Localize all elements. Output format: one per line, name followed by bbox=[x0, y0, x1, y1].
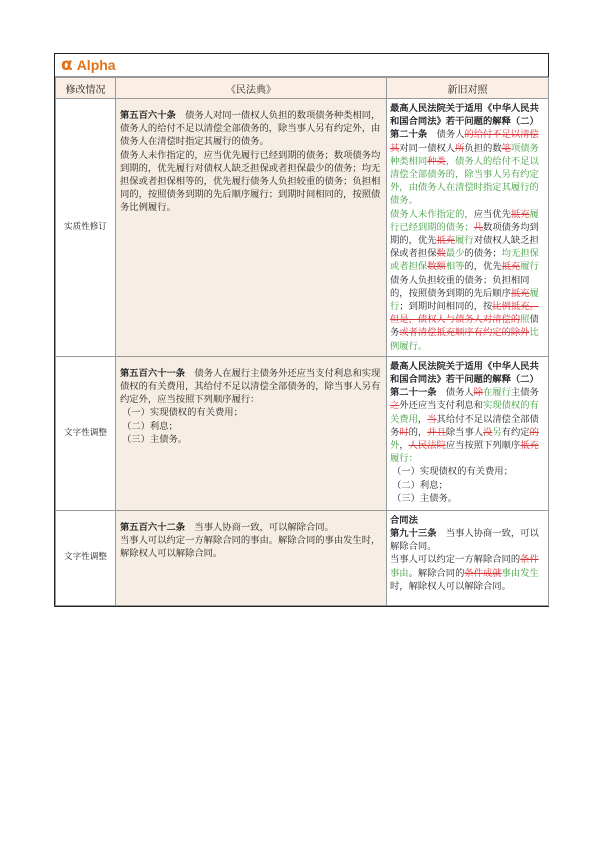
inserted-text: 均无担保或者担保 bbox=[390, 248, 539, 273]
header-comparison: 新旧对照 bbox=[387, 78, 549, 99]
inserted-text: 在履行 bbox=[483, 387, 511, 399]
deleted-text: 种类 bbox=[427, 155, 446, 167]
unchanged-text: ；到期时间相同的，按 bbox=[399, 301, 493, 313]
revised-paragraph bbox=[390, 208, 545, 353]
table-header-row bbox=[56, 78, 549, 99]
list-item: （二）利息； bbox=[392, 479, 448, 491]
unchanged-text: 债务人 bbox=[436, 387, 474, 399]
old-paragraph-text: 债务人未作指定的，应当优先履行已经到期的债务；数项债务均到期的，优先履行对债权人缺乏担保或者担保最少的债务；均无担保或者担保相等的，优先履行债务人负担较重的债务；负担相同的，按照债务到期的先后顺序履行；到期时间相同的，按照债务比例履行。 bbox=[120, 149, 381, 214]
unchanged-text: 外还应当支付利息和 bbox=[399, 400, 483, 412]
deleted-text: 抵充 bbox=[520, 440, 539, 452]
deleted-text: 并且 bbox=[427, 426, 446, 438]
inserted-text: 事由 bbox=[390, 567, 409, 579]
civil-code-text bbox=[116, 99, 387, 357]
new-article-number: 第二十一条 bbox=[390, 387, 437, 399]
unchanged-text: 的，优先 bbox=[464, 261, 502, 273]
unchanged-text: 其给付不足以清偿全部债务 bbox=[390, 413, 539, 438]
unchanged-text: 债务 bbox=[390, 314, 539, 339]
deleted-text: 抵充 bbox=[436, 235, 456, 247]
inserted-text: 另 bbox=[492, 426, 502, 438]
unchanged-text: 有约定 bbox=[501, 426, 530, 438]
header-change-type: 修改情况 bbox=[56, 78, 116, 99]
list-item: （一）实现债权的有关费用； bbox=[122, 407, 243, 419]
old-paragraph bbox=[120, 109, 382, 149]
inserted-text: ，债务人的给付不足以清偿全部债务的，除当事人另有约定外，由债务人在清偿时指定其履行的债务。 bbox=[390, 155, 539, 207]
list-item: （二）利息； bbox=[122, 420, 178, 432]
unchanged-text: ， bbox=[417, 413, 428, 425]
unchanged-text: 债务人负担较重的债务；负担相同的，按照债务到期的先后顺序 bbox=[390, 274, 530, 299]
unchanged-text: 。解除合同的 bbox=[408, 567, 465, 579]
deleted-text: 人民法院 bbox=[408, 440, 446, 452]
old-article-number: 第五百六十条 bbox=[120, 110, 176, 121]
unchanged-text: 负担的数 bbox=[464, 142, 502, 154]
source-title: 最高人民法院关于适用《中华人民共和国合同法》若干问题的解释（二） bbox=[390, 103, 539, 128]
old-article-number: 第五百六十一条 bbox=[120, 367, 186, 379]
revised-paragraph bbox=[390, 553, 545, 593]
unchanged-text: 应当按照下列顺序 bbox=[445, 440, 521, 452]
inserted-text: 外 bbox=[390, 440, 400, 452]
inserted-text: 照 bbox=[520, 314, 530, 326]
table-row bbox=[56, 510, 549, 605]
deleted-text: 所 bbox=[455, 142, 465, 154]
inserted-text: 最少 bbox=[445, 248, 465, 260]
deleted-text: 抵充 bbox=[501, 261, 521, 273]
unchanged-text: 债务人 bbox=[427, 129, 465, 141]
table-row bbox=[56, 356, 549, 510]
inserted-text: 履行： bbox=[390, 453, 418, 465]
deleted-text: 比例 bbox=[492, 301, 511, 313]
revised-paragraph bbox=[390, 128, 545, 207]
new-article-number: 第九十三条 bbox=[390, 528, 437, 540]
new-old-comparison-text bbox=[387, 510, 549, 605]
deleted-text: 几 bbox=[473, 221, 484, 233]
inserted-text: 履行 bbox=[455, 235, 474, 247]
inserted-text: 事由发生 bbox=[501, 567, 539, 579]
inserted-text: 债务人未作指定的， bbox=[390, 208, 474, 220]
deleted-text: 笔 bbox=[501, 142, 511, 154]
old-paragraph-text: 债务人对同一债权人负担的数项债务种类相同，债务人的给付不足以清偿全部债务的，除当事人另有约定外，由债务人在清偿时指定其履行的债务。 bbox=[120, 110, 381, 148]
unchanged-text: 主债务 bbox=[510, 387, 539, 399]
old-paragraph bbox=[120, 521, 382, 534]
new-old-comparison-text bbox=[387, 356, 549, 510]
unchanged-text: 除当事人 bbox=[445, 426, 484, 438]
deleted-text: 数 bbox=[436, 248, 446, 260]
inserted-text: 项债务种类相同 bbox=[390, 142, 539, 167]
old-article-number: 第五百六十二条 bbox=[120, 521, 186, 533]
list-item: （三）主债务。 bbox=[392, 492, 458, 504]
new-old-comparison-text bbox=[387, 99, 549, 357]
deleted-text: 条件成就 bbox=[464, 567, 502, 579]
unchanged-text: 对同一债权人 bbox=[399, 142, 456, 154]
unchanged-text: 的债务； bbox=[464, 248, 502, 260]
deleted-text: 之 bbox=[390, 400, 400, 412]
deleted-text: 数额 bbox=[427, 261, 446, 273]
deleted-text: 没 bbox=[483, 426, 493, 438]
deleted-text: 抵充。但是，债权人与债务人对清偿的 bbox=[390, 301, 539, 326]
inserted-text: 相等 bbox=[445, 261, 465, 273]
revised-paragraph bbox=[390, 527, 545, 553]
deleted-text: 抵充 bbox=[510, 208, 530, 220]
inserted-text: 履行 bbox=[390, 287, 539, 313]
comparison-table bbox=[55, 77, 549, 606]
source-title: 合同法 bbox=[390, 514, 418, 526]
unchanged-text: 对债权人缺乏担保或者担保 bbox=[390, 235, 539, 260]
unchanged-text: 当事人协商一致，可以解除合同。 bbox=[390, 528, 539, 553]
unchanged-text: 时，解除权人可以解除合同。 bbox=[390, 580, 511, 592]
old-paragraph bbox=[120, 367, 382, 407]
comparison-document bbox=[54, 53, 549, 607]
old-paragraph-text: 债务人在履行主债务外还应当支付利息和实现债权的有关费用，其给付不足以清偿全部债务的，除当事人另有约定外，应当按照下列顺序履行： bbox=[120, 367, 381, 406]
inserted-text: 已经到期的债务； bbox=[399, 221, 474, 233]
civil-code-text bbox=[116, 356, 387, 510]
deleted-text: 条件 bbox=[520, 554, 539, 566]
change-category: 实质性修订 bbox=[56, 99, 116, 357]
source-title: 最高人民法院关于适用《中华人民共和国合同法》若干问题的解释（二） bbox=[390, 360, 539, 386]
civil-code-text bbox=[116, 510, 387, 605]
deleted-text: 抵充 bbox=[510, 287, 530, 299]
unchanged-text: 当事人可以约定一方解除合同的 bbox=[390, 554, 521, 566]
revised-paragraph bbox=[390, 386, 545, 465]
deleted-text: 时 bbox=[399, 426, 409, 438]
inserted-text: 履行 bbox=[390, 208, 539, 233]
unchanged-text: 应当优先 bbox=[473, 208, 511, 220]
deleted-text: 的给付不足以清偿其 bbox=[390, 129, 539, 154]
table-row bbox=[56, 99, 549, 357]
brand-header bbox=[55, 54, 548, 77]
brand-name: Alpha bbox=[76, 57, 116, 73]
list-item: （一）实现债权的有关费用； bbox=[392, 466, 513, 478]
unchanged-text: 数项债务均到期的，优先 bbox=[390, 221, 539, 247]
deleted-text: 或者清偿抵充顺序有约定的除外 bbox=[399, 327, 530, 339]
header-civil-code: 《民法典》 bbox=[116, 78, 387, 99]
change-category: 文字性调整 bbox=[56, 510, 116, 605]
deleted-text: 的 bbox=[529, 426, 539, 438]
old-paragraph-text: 当事人协商一致，可以解除合同。 bbox=[194, 521, 334, 533]
unchanged-text: ， bbox=[399, 440, 409, 452]
alpha-logo-icon: α bbox=[61, 54, 73, 75]
change-category: 文字性调整 bbox=[56, 356, 116, 510]
deleted-text: 当 bbox=[427, 413, 437, 425]
unchanged-text: 的， bbox=[408, 426, 428, 438]
inserted-text: 履行 bbox=[520, 261, 539, 273]
new-article-number: 第二十条 bbox=[390, 129, 428, 141]
list-item: （三）主债务。 bbox=[122, 433, 188, 445]
old-paragraph-text: 当事人可以约定一方解除合同的事由。解除合同的事由发生时，解除权人可以解除合同。 bbox=[120, 535, 381, 560]
deleted-text: 除 bbox=[473, 387, 484, 399]
inserted-text: 比例履行。 bbox=[390, 327, 539, 352]
inserted-text: 实现债权的有关费用 bbox=[390, 400, 539, 425]
